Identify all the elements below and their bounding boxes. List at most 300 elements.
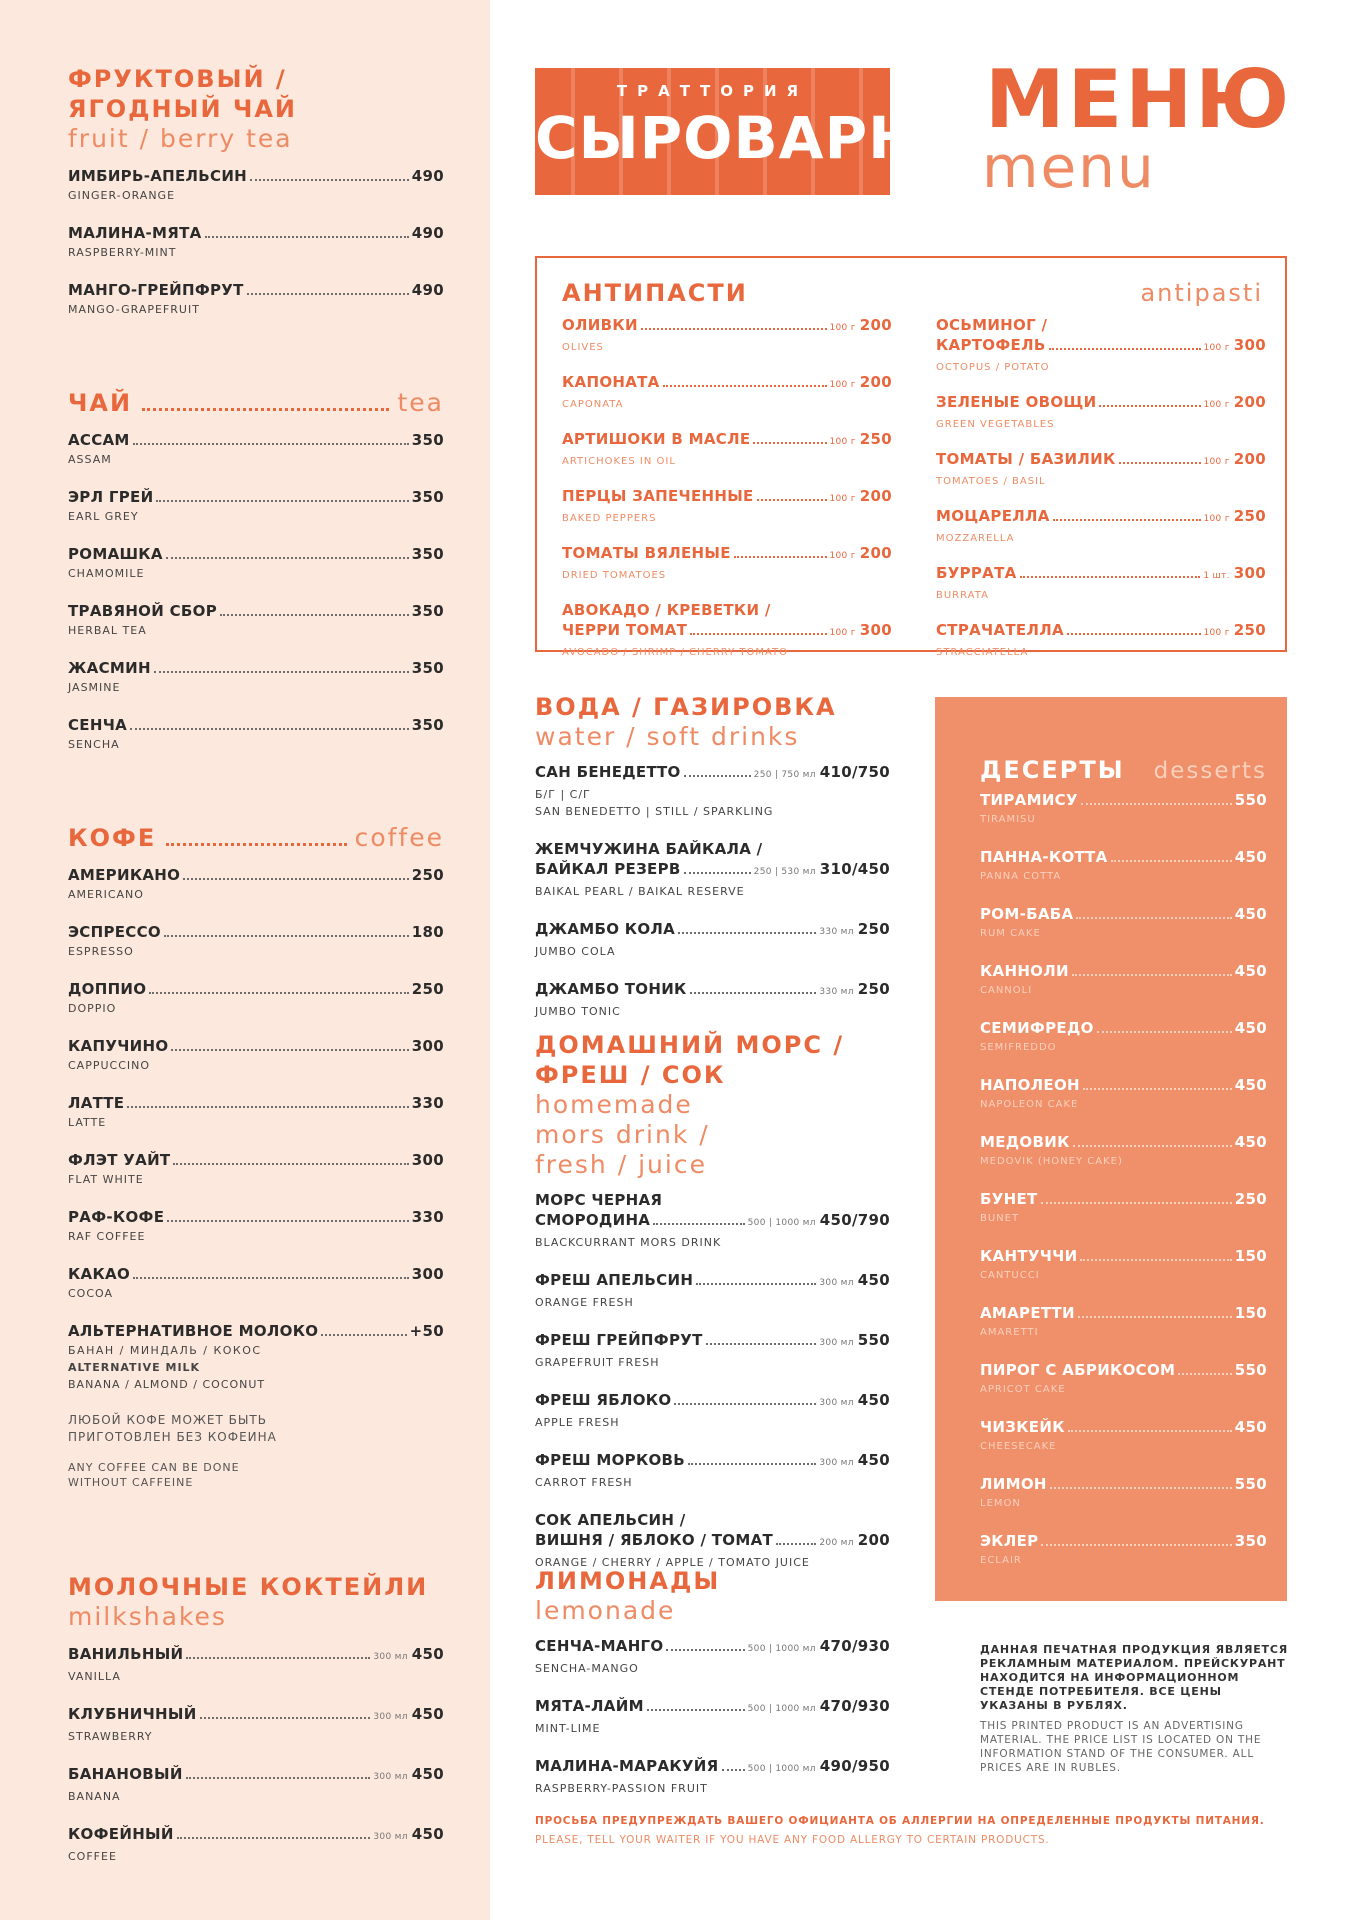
item-volume: 300 мл	[819, 1338, 854, 1348]
item-sub-ru: БАНАН / МИНДАЛЬ / КОКОС	[68, 1344, 262, 1357]
item-row	[535, 1756, 890, 1779]
menu-item	[980, 1417, 1267, 1454]
dotted-leader	[130, 728, 409, 730]
allergy-note-en: PLEASE, TELL YOUR WAITER IF YOU HAVE ANY FOOD ALLERGY TO CERTAIN PRODUCTS.	[535, 1834, 1050, 1846]
dotted-leader	[133, 443, 409, 445]
menu-item	[980, 1246, 1267, 1283]
decaf-note-ru	[68, 1412, 444, 1446]
item-price: 300	[411, 1151, 444, 1169]
item-volume: 300 мл	[373, 1652, 408, 1662]
item-name-en: RUM CAKE	[980, 928, 1041, 939]
item-name-en: GREEN VEGETABLES	[936, 419, 1055, 430]
item-price: 450	[1234, 1076, 1267, 1094]
menu-item	[980, 1360, 1267, 1397]
item-row	[562, 543, 892, 566]
menu-item	[980, 1018, 1267, 1055]
menu-item	[535, 1510, 890, 1570]
item-list	[535, 1190, 890, 1570]
item-row	[562, 620, 892, 643]
dotted-leader	[1081, 803, 1232, 805]
item-row	[980, 961, 1267, 981]
menu-item	[68, 280, 444, 317]
dotted-leader	[641, 328, 827, 330]
item-volume: 330 мл	[819, 927, 854, 937]
item-name-en: RASPBERRY-MINT	[68, 246, 177, 259]
item-name: КАКАО	[68, 1265, 130, 1283]
item-name: ТОМАТЫ / БАЗИЛИК	[936, 450, 1116, 468]
antipasti-left-list	[562, 315, 892, 677]
dotted-leader	[734, 556, 827, 558]
dotted-leader	[1072, 974, 1232, 976]
note-line: ПРИГОТОВЛЕН БЕЗ КОФЕИНА	[68, 1430, 277, 1444]
item-name-en: ALTERNATIVE MILK	[68, 1361, 201, 1374]
item-name: КАРТОФЕЛЬ	[936, 336, 1046, 354]
menu-item	[980, 1531, 1267, 1568]
item-name: КОФЕЙНЫЙ	[68, 1825, 174, 1843]
item-name: КАНТУЧЧИ	[980, 1247, 1078, 1265]
dotted-leader	[776, 1543, 816, 1545]
item-name: ЭКЛЕР	[980, 1532, 1039, 1550]
menu-item	[68, 1150, 444, 1187]
item-list	[68, 166, 444, 317]
dotted-leader	[653, 1223, 744, 1225]
item-name-en: TIRAMISU	[980, 814, 1036, 825]
item-name-en: VANILLA	[68, 1670, 121, 1683]
dotted-leader	[149, 992, 408, 994]
item-name-en: ORANGE / CHERRY / APPLE / TOMATO JUICE	[535, 1556, 810, 1569]
item-name-en: MINT-LIME	[535, 1722, 601, 1735]
item-name: НАПОЛЕОН	[980, 1076, 1080, 1094]
item-price: 200	[857, 1531, 890, 1549]
section-mors	[535, 1030, 890, 1590]
item-row	[68, 1824, 444, 1847]
item-price: 450	[857, 1451, 890, 1469]
item-name-en: AMERICANO	[68, 888, 144, 901]
item-name: АРТИШОКИ В МАСЛЕ	[562, 430, 751, 448]
item-volume: 100 г	[1203, 457, 1230, 467]
alt-milk-item	[68, 1321, 444, 1392]
disclaimer	[980, 1643, 1290, 1775]
item-name-en: DOPPIO	[68, 1002, 117, 1015]
menu-item	[68, 1704, 444, 1744]
menu-item	[68, 601, 444, 638]
item-name: РАФ-КОФЕ	[68, 1208, 165, 1226]
item-list	[68, 1644, 444, 1864]
item-row	[68, 280, 444, 300]
item-name-en: JASMINE	[68, 681, 121, 694]
section-title-ru-line2: ФРЕШ / СОК	[535, 1061, 726, 1089]
item-volume: 100 г	[829, 437, 856, 447]
item-price: 350	[411, 431, 444, 449]
item-row	[535, 979, 890, 1002]
item-volume: 100 г	[829, 323, 856, 333]
menu-item	[68, 430, 444, 467]
item-volume: 250 | 530 мл	[753, 867, 816, 877]
dotted-leader	[674, 1403, 816, 1405]
item-name-en: JUMBO TONIC	[535, 1005, 621, 1018]
logo-subtitle: ТРАТТОРИЯ	[616, 82, 809, 100]
item-row	[535, 919, 890, 942]
item-price: 410/750	[819, 763, 890, 781]
item-name-en: PANNA COTTA	[980, 871, 1062, 882]
item-row	[936, 563, 1266, 586]
item-name-en: CHAMOMILE	[68, 567, 145, 580]
item-price: 250	[411, 980, 444, 998]
item-row	[980, 1474, 1267, 1494]
item-sub: Б/Г | С/Г	[535, 788, 591, 801]
item-row	[68, 658, 444, 678]
menu-item	[980, 1132, 1267, 1169]
menu-item	[562, 429, 892, 469]
item-name: ТОМАТЫ ВЯЛЕНЫЕ	[562, 544, 731, 562]
item-name-en: BANANA	[68, 1790, 121, 1803]
item-row	[68, 166, 444, 186]
item-name: РОМАШКА	[68, 545, 163, 563]
menu-item	[936, 449, 1266, 489]
menu-item	[535, 979, 890, 1019]
item-row	[562, 429, 892, 452]
dotted-leader	[684, 872, 751, 874]
section-title-en: coffee	[354, 823, 444, 852]
item-name-en: AVOCADO / SHRIMP / CHERRY TOMATO	[562, 647, 789, 658]
item-name-en: SENCHA	[68, 738, 120, 751]
section-title-ru: ДЕСЕРТЫ	[980, 756, 1125, 784]
item-price: 180	[411, 923, 444, 941]
item-row	[68, 1036, 444, 1056]
dotted-leader	[1119, 462, 1201, 464]
dotted-leader	[688, 1463, 816, 1465]
item-row	[936, 620, 1266, 643]
dotted-leader	[1067, 633, 1201, 635]
menu-item	[936, 392, 1266, 432]
item-name: ФРЕШ АПЕЛЬСИН	[535, 1271, 694, 1289]
item-volume: 1 шт.	[1203, 571, 1230, 581]
item-name-en: ASSAM	[68, 453, 112, 466]
item-name: СЕНЧА-МАНГО	[535, 1637, 664, 1655]
item-row	[936, 449, 1266, 472]
item-price: 300	[1233, 336, 1266, 354]
item-name: АССАМ	[68, 431, 130, 449]
item-row	[562, 372, 892, 395]
logo-title: СЫРОВАРНЯ	[535, 104, 964, 172]
disclaimer-en: THIS PRINTED PRODUCT IS AN ADVERTISING MATERIAL. THE PRICE LIST IS LOCATED ON THE INFORMATION STAND OF THE CONSUMER. ALL PRICES ARE IN RUBLES.	[980, 1720, 1262, 1774]
item-row	[68, 1093, 444, 1113]
item-row	[980, 1360, 1267, 1380]
item-name-en: BUNET	[980, 1213, 1020, 1224]
item-name-en: LEMON	[980, 1498, 1021, 1509]
dotted-leader	[1097, 1031, 1232, 1033]
section-water	[535, 692, 890, 1039]
menu-item	[535, 1696, 890, 1736]
item-row	[68, 715, 444, 735]
item-name-en: OCTOPUS / POTATO	[936, 362, 1050, 373]
section-title-en: antipasti	[1140, 279, 1263, 307]
item-name: ПАННА-КОТТА	[980, 848, 1108, 866]
item-row	[68, 1704, 444, 1727]
item-row	[936, 392, 1266, 415]
item-row	[980, 1246, 1267, 1266]
item-name-en: MANGO-GRAPEFRUIT	[68, 303, 200, 316]
item-list	[980, 790, 1267, 1568]
item-name: ПИРОГ С АБРИКОСОМ	[980, 1361, 1176, 1379]
section-title-ru: АНТИПАСТИ	[562, 279, 748, 307]
item-volume: 100 г	[829, 494, 856, 504]
section-title-en: homemade	[535, 1090, 693, 1119]
dotted-leader	[1111, 860, 1232, 862]
item-sub-en: BANANA / ALMOND / COCONUT	[68, 1378, 266, 1391]
dotted-leader	[154, 671, 409, 673]
item-name-en: CAPPUCCINO	[68, 1059, 151, 1072]
dotted-leader	[1178, 1373, 1232, 1375]
dotted-leader	[205, 236, 409, 238]
item-price: 250	[857, 920, 890, 938]
menu-item	[535, 839, 890, 899]
dotted-leader	[200, 1717, 371, 1719]
item-name: КАПОНАТА	[562, 373, 660, 391]
item-name: АЛЬТЕРНАТИВНОЕ МОЛОКО	[68, 1322, 319, 1340]
item-row	[980, 1132, 1267, 1152]
item-name-en: JUMBO COLA	[535, 945, 616, 958]
item-name: ЭРЛ ГРЕЙ	[68, 488, 154, 506]
item-row	[535, 1390, 890, 1413]
item-name: ЗЕЛЕНЫЕ ОВОЩИ	[936, 393, 1097, 411]
dotted-leader	[133, 1277, 409, 1279]
item-name: ПЕРЦЫ ЗАПЕЧЕННЫЕ	[562, 487, 754, 505]
item-price: 310/450	[819, 860, 890, 878]
item-price: 450	[411, 1645, 444, 1663]
section-coffee	[68, 823, 444, 1504]
note-line: WITHOUT CAFFEINE	[68, 1476, 194, 1489]
item-row	[68, 865, 444, 885]
dotted-leader	[177, 1837, 371, 1839]
menu-item	[535, 762, 890, 819]
item-volume: 100 г	[1203, 628, 1230, 638]
menu-item	[68, 1824, 444, 1864]
item-price: 200	[859, 316, 892, 334]
dotted-leader	[1078, 1316, 1232, 1318]
item-price: 350	[411, 488, 444, 506]
section-antipasti	[535, 256, 1287, 658]
dotted-leader	[220, 614, 409, 616]
menu-item	[68, 865, 444, 902]
item-name-en: SEMIFREDDO	[980, 1042, 1057, 1053]
item-name-en: CARROT FRESH	[535, 1476, 633, 1489]
item-row	[980, 1417, 1267, 1437]
item-list	[535, 762, 890, 1019]
item-name-en: STRACCIATELLA	[936, 647, 1029, 658]
item-name: ЧИЗКЕЙК	[980, 1418, 1065, 1436]
note-line: ANY COFFEE CAN BE DONE	[68, 1461, 240, 1474]
item-price: 300	[859, 621, 892, 639]
allergy-note-ru: ПРОСЬБА ПРЕДУПРЕЖДАТЬ ВАШЕГО ОФИЦИАНТА ОБ АЛЛЕРГИИ НА ОПРЕДЕЛЕННЫЕ ПРОДУКТЫ ПИТАНИЯ.	[535, 1815, 1265, 1827]
menu-item	[68, 166, 444, 203]
item-name-en: AMARETTI	[980, 1327, 1039, 1338]
item-price: 350	[411, 659, 444, 677]
item-name: ВИШНЯ / ЯБЛОКО / ТОМАТ	[535, 1531, 774, 1549]
item-price: 470/930	[819, 1637, 890, 1655]
menu-item	[980, 790, 1267, 827]
item-name-prefix: АВОКАДО / КРЕВЕТКИ /	[562, 601, 771, 619]
item-volume: 330 мл	[819, 987, 854, 997]
item-name-en: GRAPEFRUIT FRESH	[535, 1356, 660, 1369]
section-title-ru: ЛИМОНАДЫ	[535, 1567, 721, 1595]
menu-item	[535, 1756, 890, 1796]
item-list	[68, 430, 444, 752]
dotted-leader	[166, 557, 409, 559]
menu-item	[936, 315, 1266, 375]
dotted-leader	[156, 500, 408, 502]
dotted-leader	[753, 442, 826, 444]
dotted-leader	[690, 992, 817, 994]
item-price: 550	[1234, 1361, 1267, 1379]
item-volume: 100 г	[1203, 400, 1230, 410]
item-row	[980, 847, 1267, 867]
item-name: ОЛИВКИ	[562, 316, 638, 334]
item-name-en: TOMATOES / BASIL	[936, 476, 1046, 487]
item-name: ЭСПРЕССО	[68, 923, 161, 941]
item-price: 450	[1234, 848, 1267, 866]
section-tea	[68, 388, 444, 772]
item-name-en: CANTUCCI	[980, 1270, 1040, 1281]
dotted-leader	[1073, 1145, 1232, 1147]
item-price: 330	[411, 1094, 444, 1112]
dotted-leader	[1020, 576, 1201, 578]
item-row	[535, 1696, 890, 1719]
dotted-leader	[696, 1283, 816, 1285]
item-price: 200	[859, 373, 892, 391]
item-row	[562, 315, 892, 338]
dotted-leader	[706, 1343, 817, 1345]
section-desserts	[935, 697, 1287, 1601]
item-price: 300	[411, 1265, 444, 1283]
item-row	[68, 544, 444, 564]
item-volume: 100 г	[1203, 514, 1230, 524]
item-price: 200	[1233, 393, 1266, 411]
item-name-en: BLACKCURRANT MORS DRINK	[535, 1236, 722, 1249]
menu-item	[68, 223, 444, 260]
menu-item	[535, 1330, 890, 1370]
section-title-en: water / soft drinks	[535, 722, 800, 751]
section-milkshakes	[68, 1572, 444, 1884]
section-title-ru: ЧАЙ	[68, 389, 133, 417]
section-title-en: tea	[397, 388, 444, 417]
dotted-leader	[186, 1777, 371, 1779]
menu-item	[562, 486, 892, 526]
item-volume: 100 г	[829, 380, 856, 390]
item-row	[68, 430, 444, 450]
item-name: ДОППИО	[68, 980, 147, 998]
item-volume: 300 мл	[819, 1458, 854, 1468]
item-name-en: NAPOLEON CAKE	[980, 1099, 1079, 1110]
item-name-en: BURRATA	[936, 590, 989, 601]
menu-item	[68, 922, 444, 959]
dotted-leader	[722, 1769, 745, 1771]
item-row	[980, 1303, 1267, 1323]
item-name-en: MOZZARELLA	[936, 533, 1015, 544]
item-row	[936, 335, 1266, 358]
menu-item	[980, 1474, 1267, 1511]
menu-item	[980, 1303, 1267, 1340]
item-name: ЛИМОН	[980, 1475, 1047, 1493]
item-price: 450	[1234, 905, 1267, 923]
item-name-prefix: СОК АПЕЛЬСИН /	[535, 1511, 686, 1529]
item-price: 490	[411, 224, 444, 242]
item-name: ВАНИЛЬНЫЙ	[68, 1645, 184, 1663]
item-volume: 100 г	[829, 628, 856, 638]
item-price: 150	[1234, 1247, 1267, 1265]
item-name: БАЙКАЛ РЕЗЕРВ	[535, 860, 681, 878]
dotted-leader	[250, 179, 409, 181]
menu-item	[68, 1207, 444, 1244]
item-row	[535, 1530, 890, 1553]
menu-item	[562, 543, 892, 583]
menu-item	[562, 315, 892, 355]
menu-item	[936, 506, 1266, 546]
section-title-ru: ФРУКТОВЫЙ /	[68, 65, 287, 93]
item-volume: 500 | 1000 мл	[747, 1764, 816, 1774]
item-row	[980, 1075, 1267, 1095]
item-price: 350	[411, 716, 444, 734]
item-price: 150	[1234, 1304, 1267, 1322]
decaf-note-en	[68, 1460, 444, 1490]
item-name: ИМБИРЬ-АПЕЛЬСИН	[68, 167, 248, 185]
item-name: ДЖАМБО КОЛА	[535, 920, 676, 938]
item-name-en: ECLAIR	[980, 1555, 1022, 1566]
item-row	[68, 223, 444, 243]
menu-item	[68, 715, 444, 752]
menu-item	[562, 372, 892, 412]
menu-item	[562, 600, 892, 660]
allergy-note	[535, 1815, 1295, 1846]
item-volume: 100 г	[1203, 343, 1230, 353]
item-name-en: LATTE	[68, 1116, 107, 1129]
menu-title-en: menu	[982, 133, 1156, 201]
menu-item	[535, 1636, 890, 1676]
item-price: 450	[411, 1765, 444, 1783]
item-name: БУНЕТ	[980, 1190, 1038, 1208]
dotted-leader	[1083, 1088, 1232, 1090]
item-name-en: APPLE FRESH	[535, 1416, 620, 1429]
item-price: 250	[859, 430, 892, 448]
antipasti-right-list	[936, 315, 1266, 677]
item-price: 300	[411, 1037, 444, 1055]
dotted-leader	[173, 1163, 408, 1165]
item-price: 250	[1233, 621, 1266, 639]
item-name: СТРАЧАТЕЛЛА	[936, 621, 1064, 639]
item-name-en: RAF COFFEE	[68, 1230, 146, 1243]
item-name: МЕДОВИК	[980, 1133, 1070, 1151]
section-header	[68, 823, 444, 853]
item-price: 350	[411, 545, 444, 563]
item-name-en: SENCHA-MANGO	[535, 1662, 639, 1675]
section-title-en: milkshakes	[68, 1602, 227, 1631]
item-price: 550	[857, 1331, 890, 1349]
item-volume: 500 | 1000 мл	[747, 1704, 816, 1714]
dotted-leader	[171, 1049, 408, 1051]
section-header	[980, 755, 1267, 786]
item-name-en: CHEESECAKE	[980, 1441, 1057, 1452]
item-price: 450	[857, 1391, 890, 1409]
section-title-ru: КОФЕ	[68, 824, 157, 852]
item-row	[68, 979, 444, 999]
menu-item	[68, 979, 444, 1016]
item-name-en: EARL GREY	[68, 510, 139, 523]
item-name: ЛАТТЕ	[68, 1094, 125, 1112]
item-price: 200	[1233, 450, 1266, 468]
item-name: МАНГО-ГРЕЙПФРУТ	[68, 281, 244, 299]
section-fruit-tea	[68, 64, 444, 337]
menu-item	[936, 563, 1266, 603]
